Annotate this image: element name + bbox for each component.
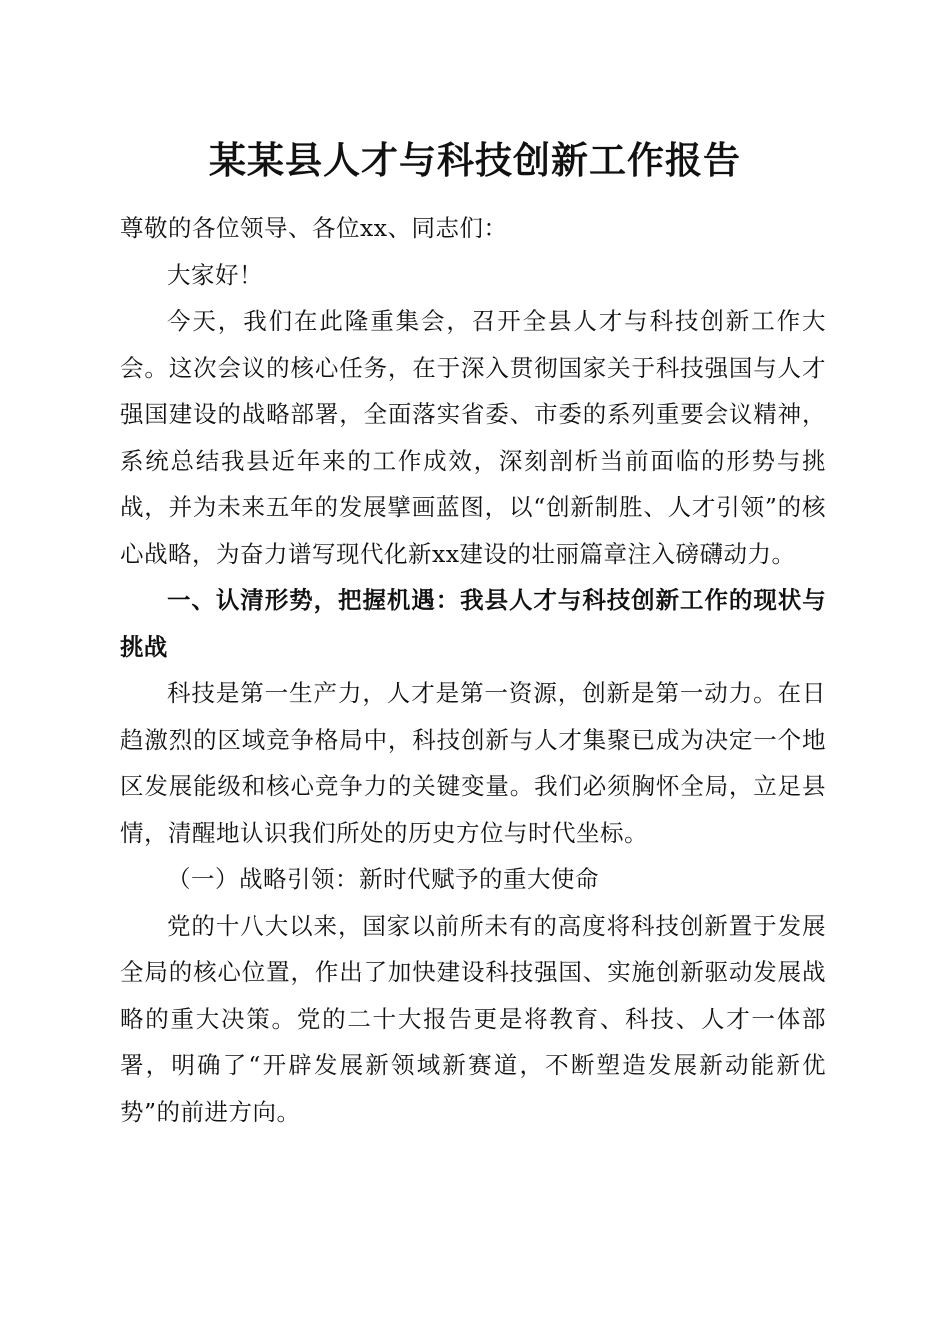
section-paragraph: 科技是第一生产力，人才是第一资源，创新是第一动力。在日趋激烈的区域竞争格局中，科技创新与人才集聚已成为决定一个地区发展能级和核心竞争力的关键变量。我们必须胸怀全局，立足县情，清醒地认识我们所处的历史方位与时代坐标。	[120, 679, 826, 847]
intro-paragraph: 今天，我们在此隆重集会，召开全县人才与科技创新工作大会。这次会议的核心任务，在于深入贯彻国家关于科技强国与人才强国建设的战略部署，全面落实省委、市委的系列重要会议精神，系统总结我县近年来的工作成效，深刻剖析当前面临的形势与挑战，并为未来五年的发展擘画蓝图，以“创新制胜、人才引领”的核心战略，为奋力谱写现代化新xx建设的壮丽篇章注入磅礴动力。	[120, 307, 826, 568]
subsection-paragraph: 党的十八大以来，国家以前所未有的高度将科技创新置于发展全局的核心位置，作出了加快建设科技强国、实施创新驱动发展战略的重大决策。党的二十大报告更是将教育、科技、人才一体部署，明确了“开辟发展新领域新赛道，不断塑造发展新动能新优势”的前进方向。	[120, 911, 826, 1126]
document-title: 某某县人才与科技创新工作报告	[209, 138, 741, 182]
greeting: 大家好！	[167, 260, 263, 289]
section-heading: 一、认清形势，把握机遇：我县人才与科技创新工作的现状与挑战	[120, 586, 826, 661]
document-body	[120, 205, 826, 1135]
subsection-heading: （一）战略引领：新时代赋予的重大使命	[167, 865, 599, 893]
salutation: 尊敬的各位领导、各位xx、同志们：	[120, 214, 508, 242]
